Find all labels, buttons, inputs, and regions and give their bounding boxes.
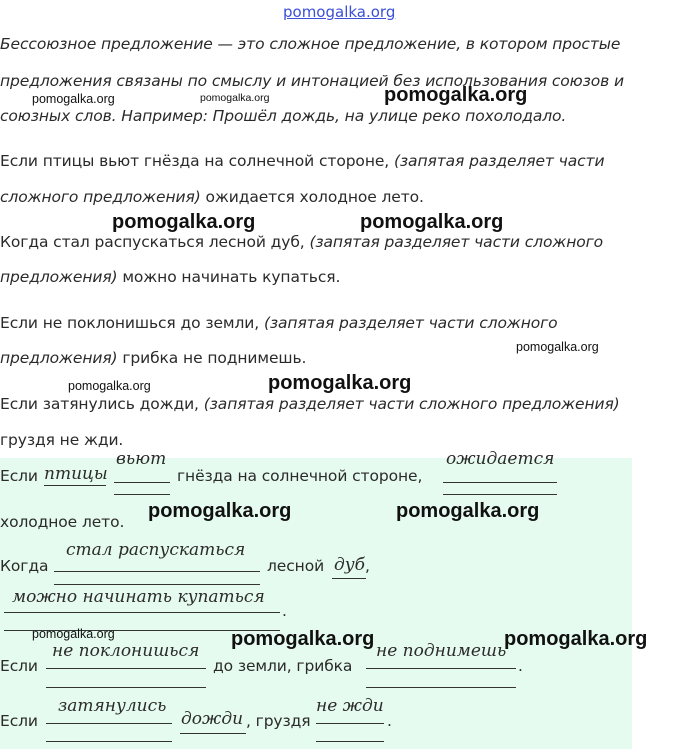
example-2-line-2 [0, 268, 340, 286]
example-2-line-1 [0, 233, 603, 251]
s4-predicate-2: не жди [316, 696, 384, 716]
s4-predicate-underline-2 [46, 741, 172, 742]
s1-predicate-underline-1 [114, 482, 170, 483]
watermark: pomogalka.org [360, 211, 504, 233]
watermark: pomogalka.org [268, 372, 412, 394]
example-1-line-1 [0, 152, 604, 170]
watermark-top[interactable]: pomogalka.org [283, 3, 396, 21]
example-3-note: (запятая разделяет части сложного [263, 314, 558, 332]
s1-end: холодное лето. [0, 513, 125, 531]
s4-subject-underline [180, 733, 246, 734]
watermark: pomogalka.org [68, 379, 151, 393]
s2-predicate-underline-2 [54, 584, 260, 585]
s2-predicate-2-underline-1 [4, 612, 280, 613]
example-1-main-end: ожидается холодное лето. [205, 188, 424, 206]
example-3-line-1 [0, 314, 558, 332]
s2-predicate-underline-1 [54, 571, 260, 572]
watermark: pomogalka.org [32, 627, 115, 641]
example-4-note: (запятая разделяет части сложного предложения) [203, 395, 620, 413]
s4-period: . [387, 712, 392, 730]
watermark: pomogalka.org [200, 92, 270, 104]
watermark: pomogalka.org [231, 628, 375, 650]
example-2-main-end: можно начинать купаться. [122, 268, 341, 286]
s4-if: Если [0, 712, 38, 730]
watermark: pomogalka.org [384, 84, 528, 106]
s3-predicate-2: не поднимешь [376, 641, 507, 661]
s1-subject-underline [44, 485, 106, 486]
s1-middle: гнёзда на солнечной стороне, [177, 467, 423, 485]
s4-predicate: затянулись [58, 696, 167, 716]
s2-subject: дуб [334, 555, 366, 575]
s1-subject: птицы [44, 464, 108, 484]
intro-line-3: союзных слов. Например: Прошёл дождь, на улице реко похолодало. [0, 107, 567, 125]
s4-subject: дожди [181, 709, 244, 729]
s2-predicate: стал распускаться [66, 540, 246, 560]
s3-predicate-underline-1 [46, 668, 206, 669]
s1-predicate: вьют [116, 449, 167, 469]
s1-predicate-underline-2 [114, 494, 170, 495]
example-3-note-end: предложения) [0, 349, 118, 367]
s3-if: Если [0, 657, 38, 675]
s3-period: . [518, 657, 523, 675]
watermark: pomogalka.org [516, 340, 599, 354]
s2-when: Когда [0, 557, 49, 575]
s3-predicate-underline-2 [46, 687, 206, 688]
example-3-main: Если не поклонишься до земли, [0, 314, 260, 332]
s2-middle: лесной [267, 557, 325, 575]
example-4-line-1 [0, 395, 620, 413]
s2-subject-underline [332, 578, 366, 579]
s4-predicate-2-underline-1 [316, 723, 384, 724]
intro-line-2: предложения связаны по смыслу и интонацией без использования союзов и [0, 72, 624, 90]
example-1-note-end: сложного предложения) [0, 188, 201, 206]
s3-middle: до земли, грибка [213, 657, 353, 675]
example-2-note-end: предложения) [0, 268, 118, 286]
example-3-main-end: грибка не поднимешь. [122, 349, 307, 367]
watermark: pomogalka.org [112, 211, 256, 233]
watermark: pomogalka.org [396, 500, 540, 522]
example-2-note: (запятая разделяет части сложного [309, 233, 604, 251]
s3-predicate-2-underline-2 [366, 687, 516, 688]
s4-predicate-underline-1 [46, 723, 172, 724]
example-1-line-2 [0, 188, 424, 206]
watermark: pomogalka.org [32, 92, 115, 106]
s2-comma: , [365, 557, 370, 575]
s3-predicate-2-underline-1 [366, 668, 516, 669]
example-3-line-2 [0, 349, 306, 367]
watermark: pomogalka.org [504, 628, 648, 650]
example-1-main: Если птицы вьют гнёзда на солнечной стороне, [0, 152, 390, 170]
s1-predicate-2-underline-2 [443, 494, 557, 495]
s2-period: . [282, 602, 287, 620]
s4-middle: , груздя [246, 712, 311, 730]
example-2-main: Когда стал распускаться лесной дуб, [0, 233, 305, 251]
example-1-note: (запятая разделяет части [393, 152, 605, 170]
s1-predicate-2-underline-1 [443, 482, 557, 483]
intro-line-1: Бессоюзное предложение — это сложное предложение, в котором простые [0, 35, 621, 53]
s2-predicate-2: можно начинать купаться [12, 587, 265, 607]
example-4-main: Если затянулись дожди, [0, 395, 199, 413]
example-4-main-end: груздя не жди. [0, 431, 124, 449]
watermark: pomogalka.org [148, 500, 292, 522]
example-4-line-2 [0, 431, 123, 449]
s1-if: Если [0, 467, 38, 485]
s4-predicate-2-underline-2 [316, 741, 384, 742]
s1-predicate-2: ожидается [446, 449, 555, 469]
s3-predicate: не поклонишься [52, 641, 200, 661]
